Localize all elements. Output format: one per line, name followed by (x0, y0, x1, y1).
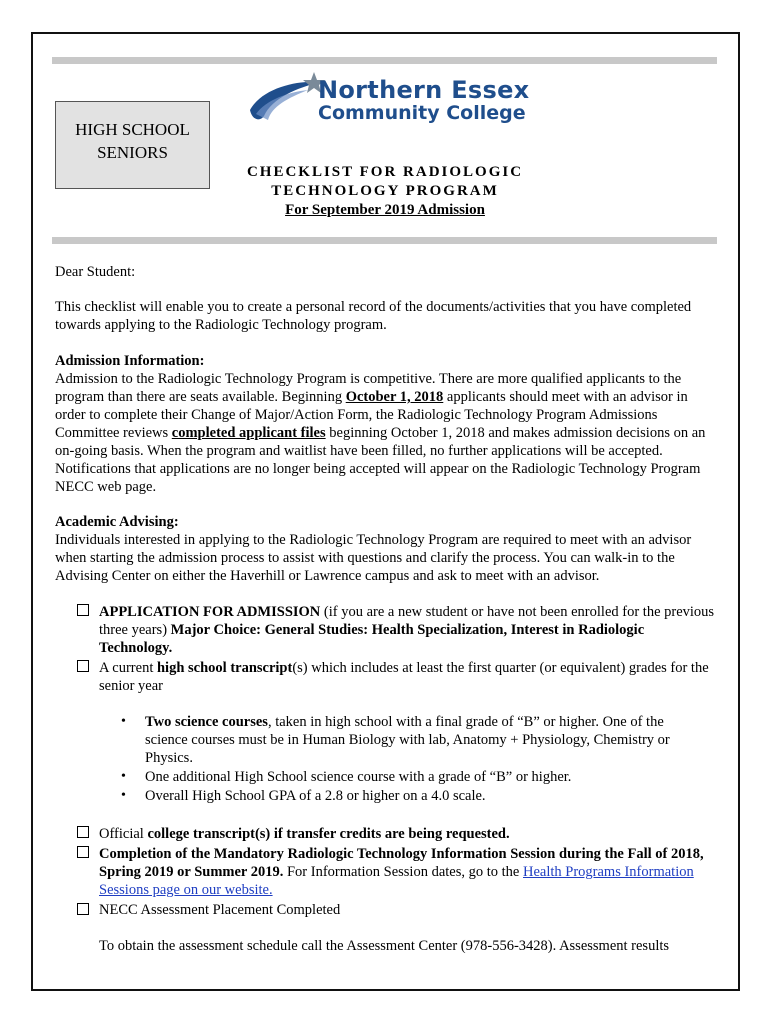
checkbox-icon[interactable] (77, 660, 89, 672)
checkbox-icon[interactable] (77, 903, 89, 915)
advising-heading: Academic Advising: (55, 514, 179, 530)
page-subtitle: For September 2019 Admission (285, 202, 485, 218)
admission-heading: Admission Information: (55, 353, 205, 369)
greeting: Dear Student: (55, 264, 136, 280)
info-sessions-link[interactable]: Health Programs Information Sessions page on our website. (99, 864, 694, 898)
header-divider (52, 237, 717, 244)
bullet-icon: • (121, 788, 126, 803)
advising-text: Individuals interested in applying to the Radiologic Technology Program are required to meet with an advisor when starting the admission process to assist with questions and clarify the process. You can walk-in to the Advising Center on either the Haverhill or Lawrence campus and ask to meet with an advisor. (55, 532, 692, 584)
checklist-item-assessment: NECC Assessment Placement Completed (99, 902, 341, 918)
audience-box (55, 101, 210, 189)
checklist-item-application: APPLICATION FOR ADMISSION (if you are a new student or have not been enrolled for the previous three years) Major Choice: General Studies: Health Specialization, Interest in Radiologic Technology. (99, 604, 715, 656)
checkbox-icon[interactable] (77, 846, 89, 858)
bullet-gpa: Overall High School GPA of a 2.8 or higher on a 4.0 scale. (145, 788, 486, 804)
checklist-item-college-transcript: Official college transcript(s) if transfer credits are being requested. (99, 826, 510, 842)
admission-section (55, 352, 720, 496)
bullet-icon: • (121, 769, 126, 784)
checklist-item-hs-transcript: A current high school transcript(s) which includes at least the first quarter (or equivalent) grades for the senior year (99, 660, 709, 694)
bullet-icon: • (121, 714, 126, 729)
admission-text: Admission to the Radiologic Technology Program is competitive. There are more qualified applicants to the program than there are seats available. Beginning October 1, 2018 applicants should meet with an advisor in order to complete their Change of Major/Action Form, the Radiologic Technology Program Admissions Committee reviews completed applicant files beginning October 1, 2018 and makes admission decisions on an on-going basis. When the program and waitlist have been filled, no further applications will be accepted. Notifications that applications are no longer being accepted will appear on the Radiologic Technology Program NECC web page. (55, 371, 706, 495)
assessment-note: To obtain the assessment schedule call the Assessment Center (978-556-3428). Assessment results (99, 938, 670, 954)
top-divider (52, 57, 717, 64)
admission-date: October 1, 2018 (345, 389, 444, 405)
logo-text-line1: Northern Essex (318, 76, 530, 104)
page-title-line1: CHECKLIST FOR RADIOLOGIC (246, 164, 524, 180)
checklist-item-info-session: Completion of the Mandatory Radiologic Technology Information Session during the Fall of 2018, Spring 2019 or Summer 2019. For Information Session dates, go to the Health Programs Information Sessions page on our website. (99, 846, 704, 898)
intro-paragraph: This checklist will enable you to create a personal record of the documents/activities that you have completed towards applying to the Radiologic Technology program. (55, 299, 692, 333)
checkbox-icon[interactable] (77, 826, 89, 838)
bullet-additional-science: One additional High School science course with a grade of “B” or higher. (145, 769, 572, 785)
audience-label: HIGH SCHOOL SENIORS (75, 120, 190, 162)
advising-section (55, 513, 720, 585)
checkbox-icon[interactable] (77, 604, 89, 616)
completed-files: completed applicant files (171, 425, 326, 441)
page-title-line2: TECHNOLOGY PROGRAM (271, 183, 499, 199)
logo-text-line2: Community College (318, 102, 526, 124)
bullet-science-courses: Two science courses, taken in high school with a final grade of “B” or higher. One of the science courses must be in Human Biology with lab, Anatomy + Physiology, Chemistry or Physics. (145, 714, 670, 766)
